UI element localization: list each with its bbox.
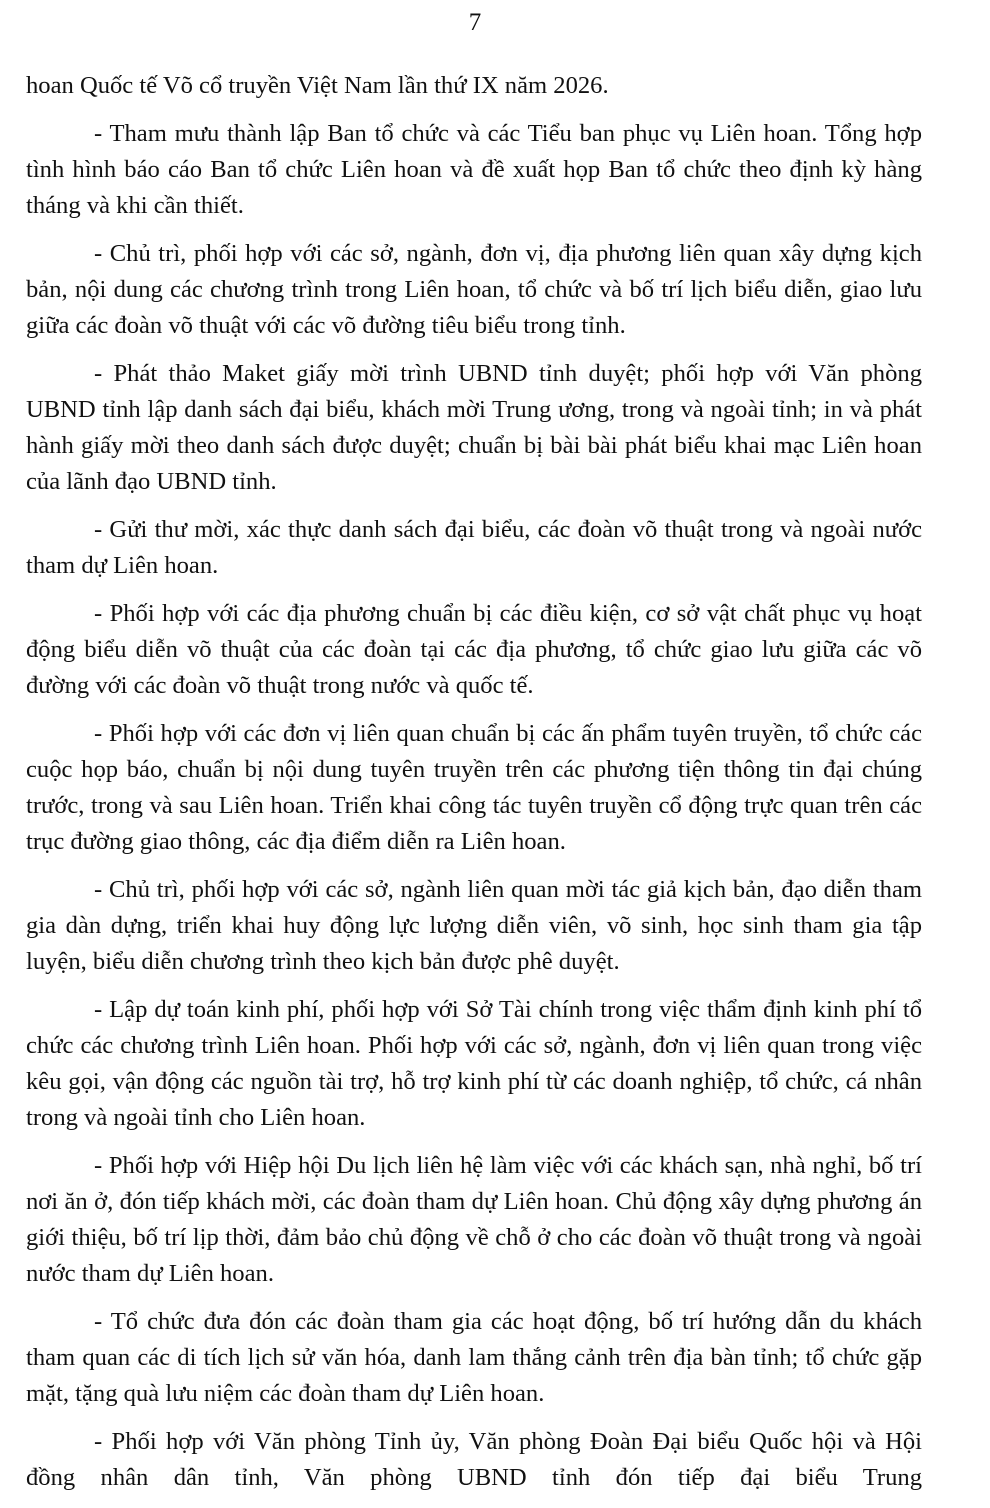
paragraph-budget-funding: - Lập dự toán kinh phí, phối hợp với Sở Tài chính trong việc thẩm định kinh phí tổ chức các chương trình Liên hoan. Phối hợp với các sở, ngành, đơn vị liên quan trong việc kêu gọi, vận động các nguồn tài trợ, hỗ trợ kinh phí từ các doanh nghiệp, tổ chức, cá nhân trong và ngoài tỉnh cho Liên hoan. bbox=[26, 996, 922, 1131]
paragraph-organizing-committee: - Tham mưu thành lập Ban tổ chức và các Tiểu ban phục vụ Liên hoan. Tổng hợp tình hình báo cáo Ban tổ chức Liên hoan và đề xuất họp Ban tổ chức theo định kỳ hàng tháng và khi cần thiết. bbox=[26, 120, 922, 219]
document-body bbox=[26, 68, 922, 1508]
paragraph-tours-gifts: - Tổ chức đưa đón các đoàn tham gia các hoạt động, bố trí hướng dẫn du khách tham quan các di tích lịch sử văn hóa, danh lam thắng cảnh trên địa bàn tỉnh; tổ chức gặp mặt, tặng quà lưu niệm các đoàn tham dự Liên hoan. bbox=[26, 1308, 922, 1407]
paragraph-performance-staging: - Chủ trì, phối hợp với các sở, ngành liên quan mời tác giả kịch bản, đạo diễn tham gia dàn dựng, triển khai huy động lực lượng diễn viên, võ sinh, học sinh tham gia tập luyện, biểu diễn chương trình theo kịch bản được phê duyệt. bbox=[26, 876, 922, 975]
paragraph-reception: - Phối hợp với Văn phòng Tỉnh ủy, Văn phòng Đoàn Đại biểu Quốc hội và Hội đồng nhân dân tỉnh, Văn phòng UBND tỉnh đón tiếp đại biểu Trung bbox=[26, 1428, 922, 1491]
paragraph-accommodation: - Phối hợp với Hiệp hội Du lịch liên hệ làm việc với các khách sạn, nhà nghỉ, bố trí nơi ăn ở, đón tiếp khách mời, các đoàn tham dự Liên hoan. Chủ động xây dựng phương án giới thiệu, bố trí lịp thời, đảm bảo chủ động về chỗ ở cho các đoàn võ thuật trong và ngoài nước tham dự Liên hoan. bbox=[26, 1152, 922, 1287]
paragraph-program-script: - Chủ trì, phối hợp với các sở, ngành, đơn vị, địa phương liên quan xây dựng kịch bản, nội dung các chương trình trong Liên hoan, tổ chức và bố trí lịch biểu diễn, giao lưu giữa các đoàn võ thuật với các võ đường tiêu biểu trong tỉnh. bbox=[26, 240, 922, 339]
paragraph-continuation: hoan Quốc tế Võ cổ truyền Việt Nam lần thứ IX năm 2026. bbox=[26, 72, 609, 99]
paragraph-send-invitations: - Gửi thư mời, xác thực danh sách đại biểu, các đoàn võ thuật trong và ngoài nước tham dự Liên hoan. bbox=[26, 516, 922, 579]
paragraph-local-coordination: - Phối hợp với các địa phương chuẩn bị các điều kiện, cơ sở vật chất phục vụ hoạt động biểu diễn võ thuật của các đoàn tại các địa phương, tổ chức giao lưu giữa các võ đường với các đoàn võ thuật trong nước và quốc tế. bbox=[26, 600, 922, 699]
paragraph-media-publicity: - Phối hợp với các đơn vị liên quan chuẩn bị các ấn phẩm tuyên truyền, tổ chức các cuộc họp báo, chuẩn bị nội dung tuyên truyền trên các phương tiện thông tin đại chúng trước, trong và sau Liên hoan. Triển khai công tác tuyên truyền cổ động trực quan trên các trục đường giao thông, các địa điểm diễn ra Liên hoan. bbox=[26, 720, 922, 855]
page-number: 7 bbox=[468, 9, 482, 36]
paragraph-invitations: - Phát thảo Maket giấy mời trình UBND tỉnh duyệt; phối hợp với Văn phòng UBND tỉnh lập danh sách đại biểu, khách mời Trung ương, trong và ngoài tỉnh; in và phát hành giấy mời theo danh sách được duyệt; chuẩn bị bài bài phát biểu khai mạc Liên hoan của lãnh đạo UBND tỉnh. bbox=[26, 360, 922, 495]
